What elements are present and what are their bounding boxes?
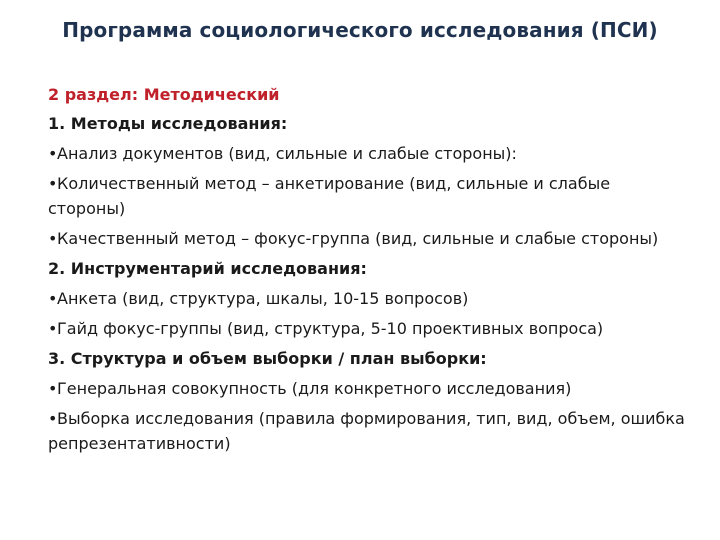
- bullet-text: Анкета (вид, структура, шкалы, 10-15 вопросов): [57, 289, 469, 308]
- section-label: 2 раздел: Методический: [48, 85, 280, 104]
- bullet-item: [48, 171, 688, 221]
- sample-heading: 3. Структура и объем выборки / план выборки:: [48, 349, 487, 368]
- bullet-text: Количественный метод – анкетирование (вид, сильные и слабые стороны): [48, 174, 611, 218]
- methods-heading: 1. Методы исследования:: [48, 114, 288, 133]
- bullet-icon: •: [48, 229, 58, 248]
- instruments-heading: 2. Инструментарий исследования:: [48, 259, 367, 278]
- bullet-icon: •: [48, 409, 58, 428]
- bullet-text: Качественный метод – фокус-группа (вид, сильные и слабые стороны): [57, 229, 659, 248]
- bullet-text: Гайд фокус-группы (вид, структура, 5-10 проективных вопроса): [57, 319, 604, 338]
- bullet-text: Генеральная совокупность (для конкретного исследования): [57, 379, 572, 398]
- bullet-text: Выборка исследования (правила формирования, тип, вид, объем, ошибка репрезентативности): [48, 409, 685, 453]
- bullet-item: [48, 376, 688, 401]
- slide-content: [48, 82, 688, 461]
- bullet-icon: •: [48, 174, 58, 193]
- bullet-item: [48, 286, 688, 311]
- bullet-icon: •: [48, 144, 58, 163]
- bullet-icon: •: [48, 289, 58, 308]
- bullet-icon: •: [48, 379, 58, 398]
- bullet-text: Анализ документов (вид, сильные и слабые стороны):: [57, 144, 517, 163]
- bullet-item: [48, 316, 688, 341]
- bullet-icon: •: [48, 319, 58, 338]
- slide-title: Программа социологического исследования (ПСИ): [62, 18, 658, 42]
- bullet-item: [48, 141, 688, 166]
- bullet-item: [48, 406, 688, 456]
- bullet-item: [48, 226, 688, 251]
